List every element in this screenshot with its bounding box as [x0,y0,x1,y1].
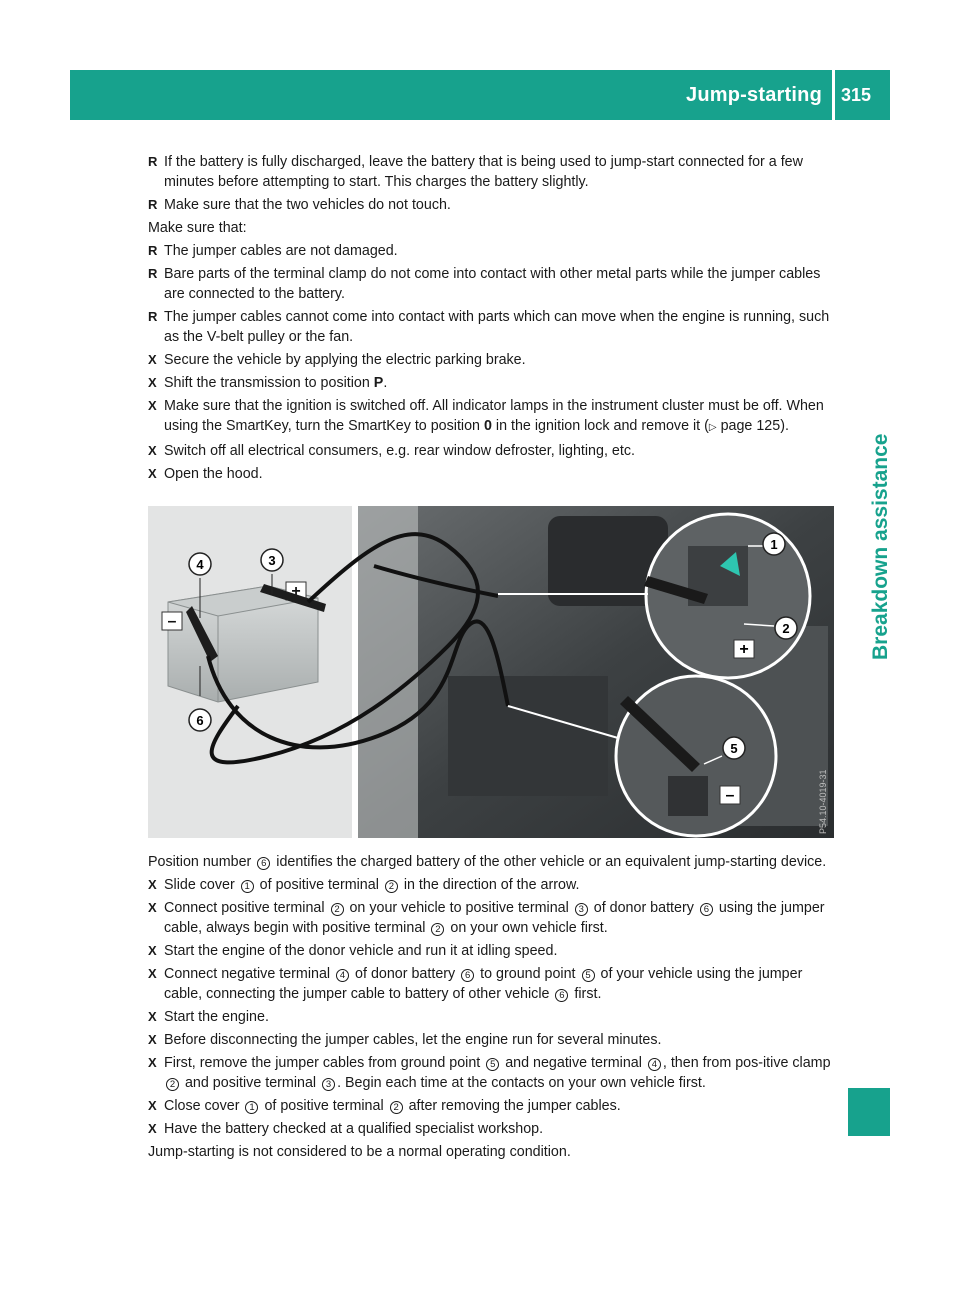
step-marker: X [148,1032,157,1047]
step-item: X Connect positive terminal 2 on your vehicle to positive terminal 3 of donor battery 6 using the jumper cable, always begin with positive terminal 2 on your own vehicle first. [148,900,825,936]
plus-sign: + [291,583,301,600]
donor-battery [168,586,318,702]
jump-start-illustration [148,506,834,838]
step-item: X Secure the vehicle by applying the electric parking brake. [148,352,526,368]
list-item: R The jumper cables cannot come into contact with parts which can move when the engine is running, such as the V-belt pulley or the fan. [148,309,830,345]
step-item: X Make sure that the ignition is switched off. All indicator lamps in the instrument cluster must be off. When using the SmartKey, turn the SmartKey to position 0 in the ignition lock and remove it (▷ page 125). [148,398,824,434]
step-marker: X [148,375,157,390]
step-item: X Before disconnecting the jumper cables, let the engine run for several minutes. [148,1032,662,1048]
key-position: 0 [483,418,492,434]
instructions-top [148,152,834,487]
step-item: X Close cover 1 of positive terminal 2 after removing the jumper cables. [148,1098,621,1114]
bullet-marker: R [148,154,158,169]
bullet-marker: R [148,309,158,324]
callout-2 [775,617,797,639]
zoom-plus-sign: + [739,641,749,658]
step-item: X Slide cover 1 of positive terminal 2 in the direction of the arrow. [148,877,580,893]
callout-3 [261,549,283,571]
svg-text:5: 5 [730,741,738,756]
svg-text:2: 2 [782,621,790,636]
step-marker: X [148,966,157,981]
gear-position: P [373,375,384,391]
step-marker: X [148,466,157,481]
closing-note: Jump-starting is not considered to be a normal operating condition. [148,1144,571,1160]
zoom-minus-sign: – [725,787,735,804]
list-item: R The jumper cables are not damaged. [148,243,398,259]
svg-text:4: 4 [196,557,204,572]
bullet-marker: R [148,197,158,212]
intro-text: Make sure that: [148,220,247,236]
page-title: Jump-starting [686,84,822,106]
step-marker: X [148,1009,157,1024]
page-ref-icon: ▷ [708,422,717,433]
callout-4 [189,553,211,575]
step-item: X First, remove the jumper cables from ground point 5 and negative terminal 4 , then from pos-itive clamp 2 and positive terminal 3 . Begin each time at the contacts on your own vehicle first. [148,1055,831,1091]
list-item: R Make sure that the two vehicles do not touch. [148,197,451,213]
step-item: X Open the hood. [148,466,263,482]
step-marker: X [148,943,157,958]
page-reference[interactable]: page 125). [716,418,789,434]
step-marker: X [148,877,157,892]
step-item: X Have the battery checked at a qualified specialist workshop. [148,1121,544,1137]
step-item: X Start the engine. [148,1009,269,1025]
step-marker: X [148,1055,157,1070]
callout-6 [189,709,211,731]
list-item: R If the battery is fully discharged, leave the battery that is being used to jump-start connected for a few minutes before attempting to start. This charges the battery slightly. [148,154,803,190]
figure-code: P54.10-4019-31 [818,769,828,834]
bullet-marker: R [148,243,158,258]
step-item: X Start the engine of the donor vehicle and run it at idling speed. [148,943,558,959]
chapter-label: Breakdown assistance [869,433,892,660]
svg-text:1: 1 [770,537,778,552]
step-item: X Connect negative terminal 4 of donor battery 6 to ground point 5 of your vehicle using the jumper cable, connecting the jumper cable to battery of other vehicle 6 first. [148,966,803,1002]
callout-1 [763,533,785,555]
step-marker: X [148,398,157,413]
header-separator [832,70,835,120]
bullet-marker: R [148,266,158,281]
step-marker: X [148,443,157,458]
chapter-marker [848,1088,890,1136]
svg-text:3: 3 [268,553,276,568]
step-marker: X [148,1098,157,1113]
step-marker: X [148,1121,157,1136]
step-item: X Shift the transmission to position P. [148,375,388,391]
svg-text:6: 6 [196,713,204,728]
instructions-bottom [148,852,834,1165]
figure-caption: Position number 6 identifies the charged battery of the other vehicle or an equivalent jump-starting device. [148,854,827,870]
step-marker: X [148,352,157,367]
page-number: 315 [841,85,872,105]
minus-sign: – [167,613,177,630]
list-item: R Bare parts of the terminal clamp do not come into contact with other metal parts while the jumper cables are connected to the battery. [148,266,821,302]
step-marker: X [148,900,157,915]
step-item: X Switch off all electrical consumers, e.g. rear window defroster, lighting, etc. [148,443,635,459]
callout-5 [723,737,745,759]
